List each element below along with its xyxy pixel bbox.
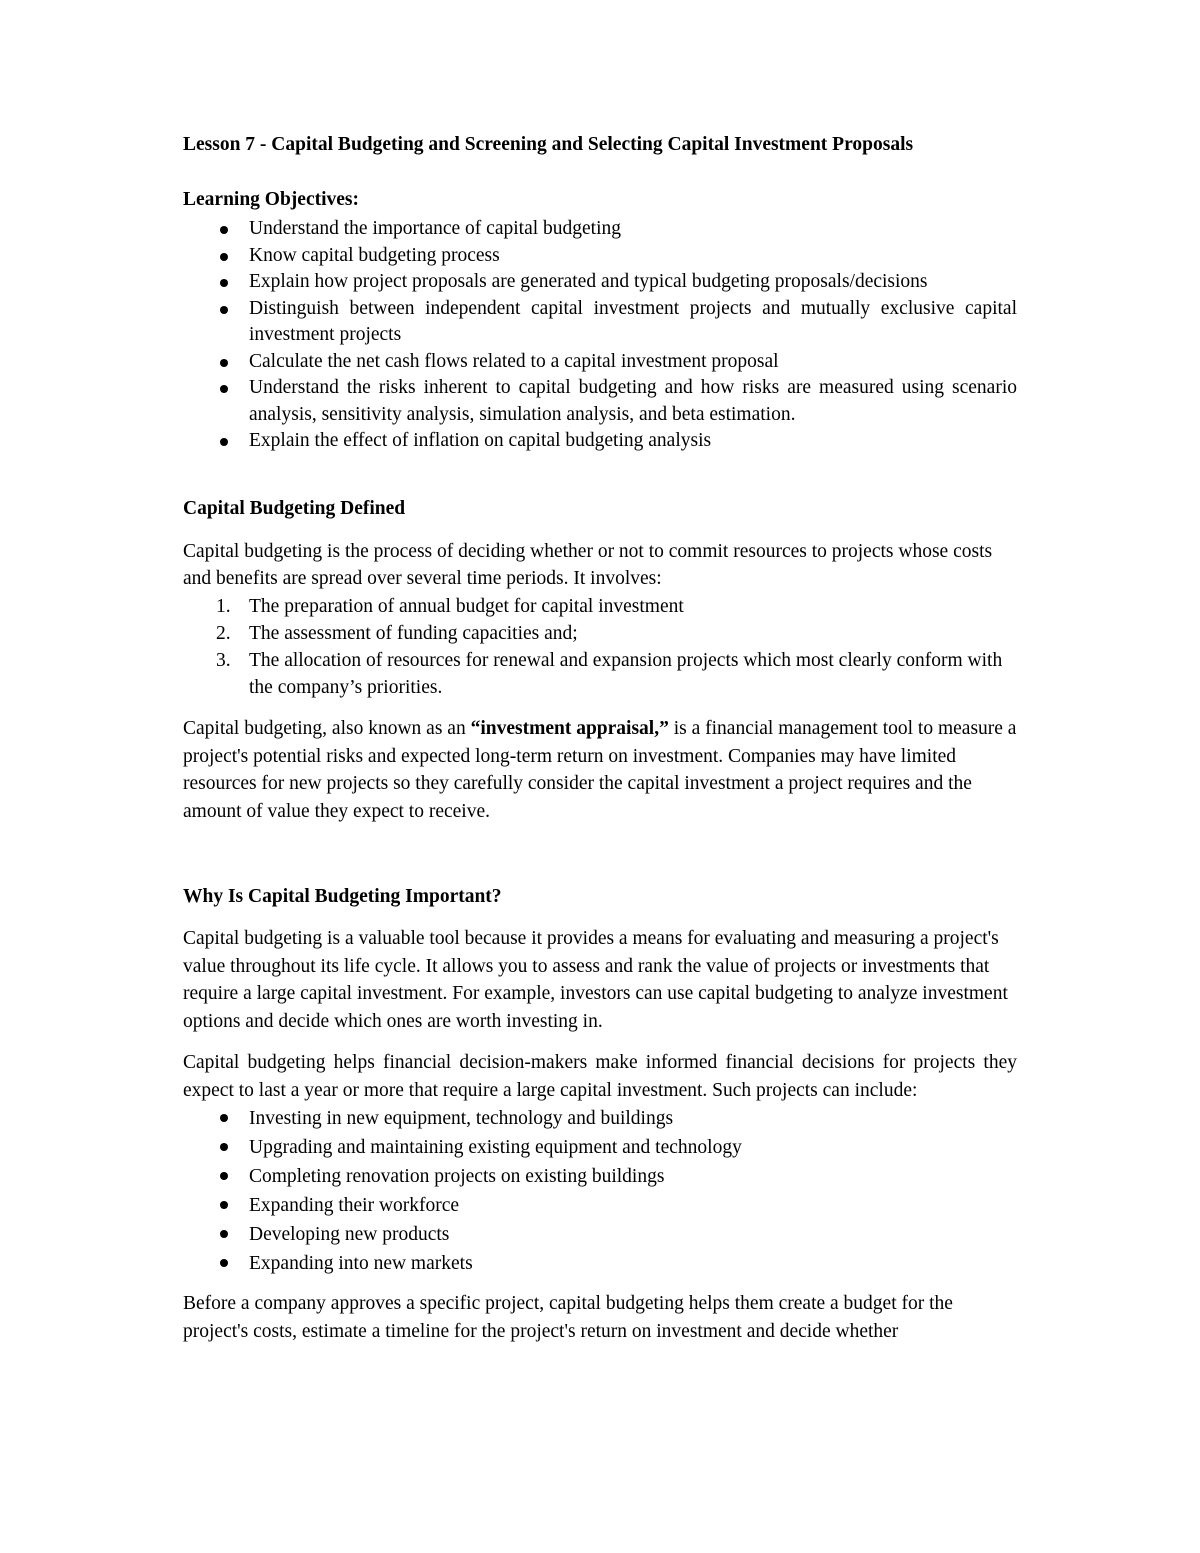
list-item: Explain the effect of inflation on capital budgeting analysis bbox=[183, 428, 1017, 455]
list-item: Expanding their workforce bbox=[183, 1191, 1017, 1220]
before-approval-paragraph: Before a company approves a specific project, capital budgeting helps them create a budget for the project's costs, estimate a timeline for the project's return on investment and decide whether bbox=[183, 1293, 953, 1342]
list-item: Expanding into new markets bbox=[183, 1249, 1017, 1278]
capital-budgeting-involves-list bbox=[183, 593, 1017, 702]
why-important-paragraph-2: Capital budgeting helps financial decision-makers make informed financial decisions for projects they expect to last a year or more that require a large capital investment. Such projects can include: bbox=[183, 1052, 1017, 1101]
bullet-icon bbox=[220, 1230, 228, 1238]
investment-appraisal-term: “investment appraisal,” bbox=[470, 718, 669, 740]
list-item: Upgrading and maintaining existing equipment and technology bbox=[183, 1133, 1017, 1162]
learning-objectives-list bbox=[183, 216, 1017, 455]
bullet-icon bbox=[220, 1259, 228, 1267]
bullet-icon bbox=[220, 306, 228, 314]
investment-appraisal-paragraph: Capital budgeting, also known as an “investment appraisal,” is a financial management tool to measure a project's potential risks and expected long-term return on investment. Companies may have limited resources for new projects so they carefully consider the capital investment a project requires and the amount of value they expect to receive. bbox=[183, 718, 1017, 822]
list-item: Calculate the net cash flows related to a capital investment proposal bbox=[183, 349, 1017, 376]
capital-budgeting-defined-heading: Capital Budgeting Defined bbox=[183, 497, 406, 519]
why-important-heading: Why Is Capital Budgeting Important? bbox=[183, 886, 502, 908]
list-item: Understand the risks inherent to capital budgeting and how risks are measured using scenario analysis, sensitivity analysis, simulation analysis, and beta estimation. bbox=[183, 375, 1017, 428]
list-item: 2. The assessment of funding capacities and; bbox=[216, 622, 578, 644]
bullet-icon bbox=[220, 279, 228, 287]
learning-objectives-heading: Learning Objectives: bbox=[183, 189, 360, 210]
list-item: Investing in new equipment, technology and buildings bbox=[183, 1104, 1017, 1133]
bullet-icon bbox=[220, 1114, 228, 1122]
list-item: Know capital budgeting process bbox=[183, 243, 1017, 270]
list-item: Explain how project proposals are generated and typical budgeting proposals/decisions bbox=[183, 269, 1017, 296]
capital-budgeting-defined-intro: Capital budgeting is the process of deciding whether or not to commit resources to projects whose costs and benefits are spread over several time periods. It involves: bbox=[183, 540, 993, 589]
list-item: 1. The preparation of annual budget for capital investment bbox=[216, 595, 684, 617]
bullet-icon bbox=[220, 1172, 228, 1180]
bullet-icon bbox=[220, 385, 228, 393]
list-item: Developing new products bbox=[183, 1220, 1017, 1249]
projects-list bbox=[183, 1104, 1017, 1278]
bullet-icon bbox=[220, 359, 228, 367]
list-item: Distinguish between independent capital investment projects and mutually exclusive capital investment projects bbox=[183, 296, 1017, 349]
bullet-icon bbox=[220, 438, 228, 446]
list-item: 3. The allocation of resources for renewal and expansion projects which most clearly conform with the company’s priorities. bbox=[216, 649, 1003, 699]
list-item: Completing renovation projects on existing buildings bbox=[183, 1162, 1017, 1191]
bullet-icon bbox=[220, 1143, 228, 1151]
document-title: Lesson 7 - Capital Budgeting and Screening and Selecting Capital Investment Proposals bbox=[183, 134, 914, 155]
document-page bbox=[183, 131, 1017, 1345]
why-important-paragraph-1: Capital budgeting is a valuable tool because it provides a means for evaluating and measuring a project's value throughout its life cycle. It allows you to assess and rank the value of projects or investments that require a large capital investment. For example, investors can use capital budgeting to analyze investment options and decide which ones are worth investing in. bbox=[183, 928, 1008, 1032]
bullet-icon bbox=[220, 1201, 228, 1209]
bullet-icon bbox=[220, 253, 228, 261]
list-item: Understand the importance of capital budgeting bbox=[183, 216, 1017, 243]
bullet-icon bbox=[220, 226, 228, 234]
